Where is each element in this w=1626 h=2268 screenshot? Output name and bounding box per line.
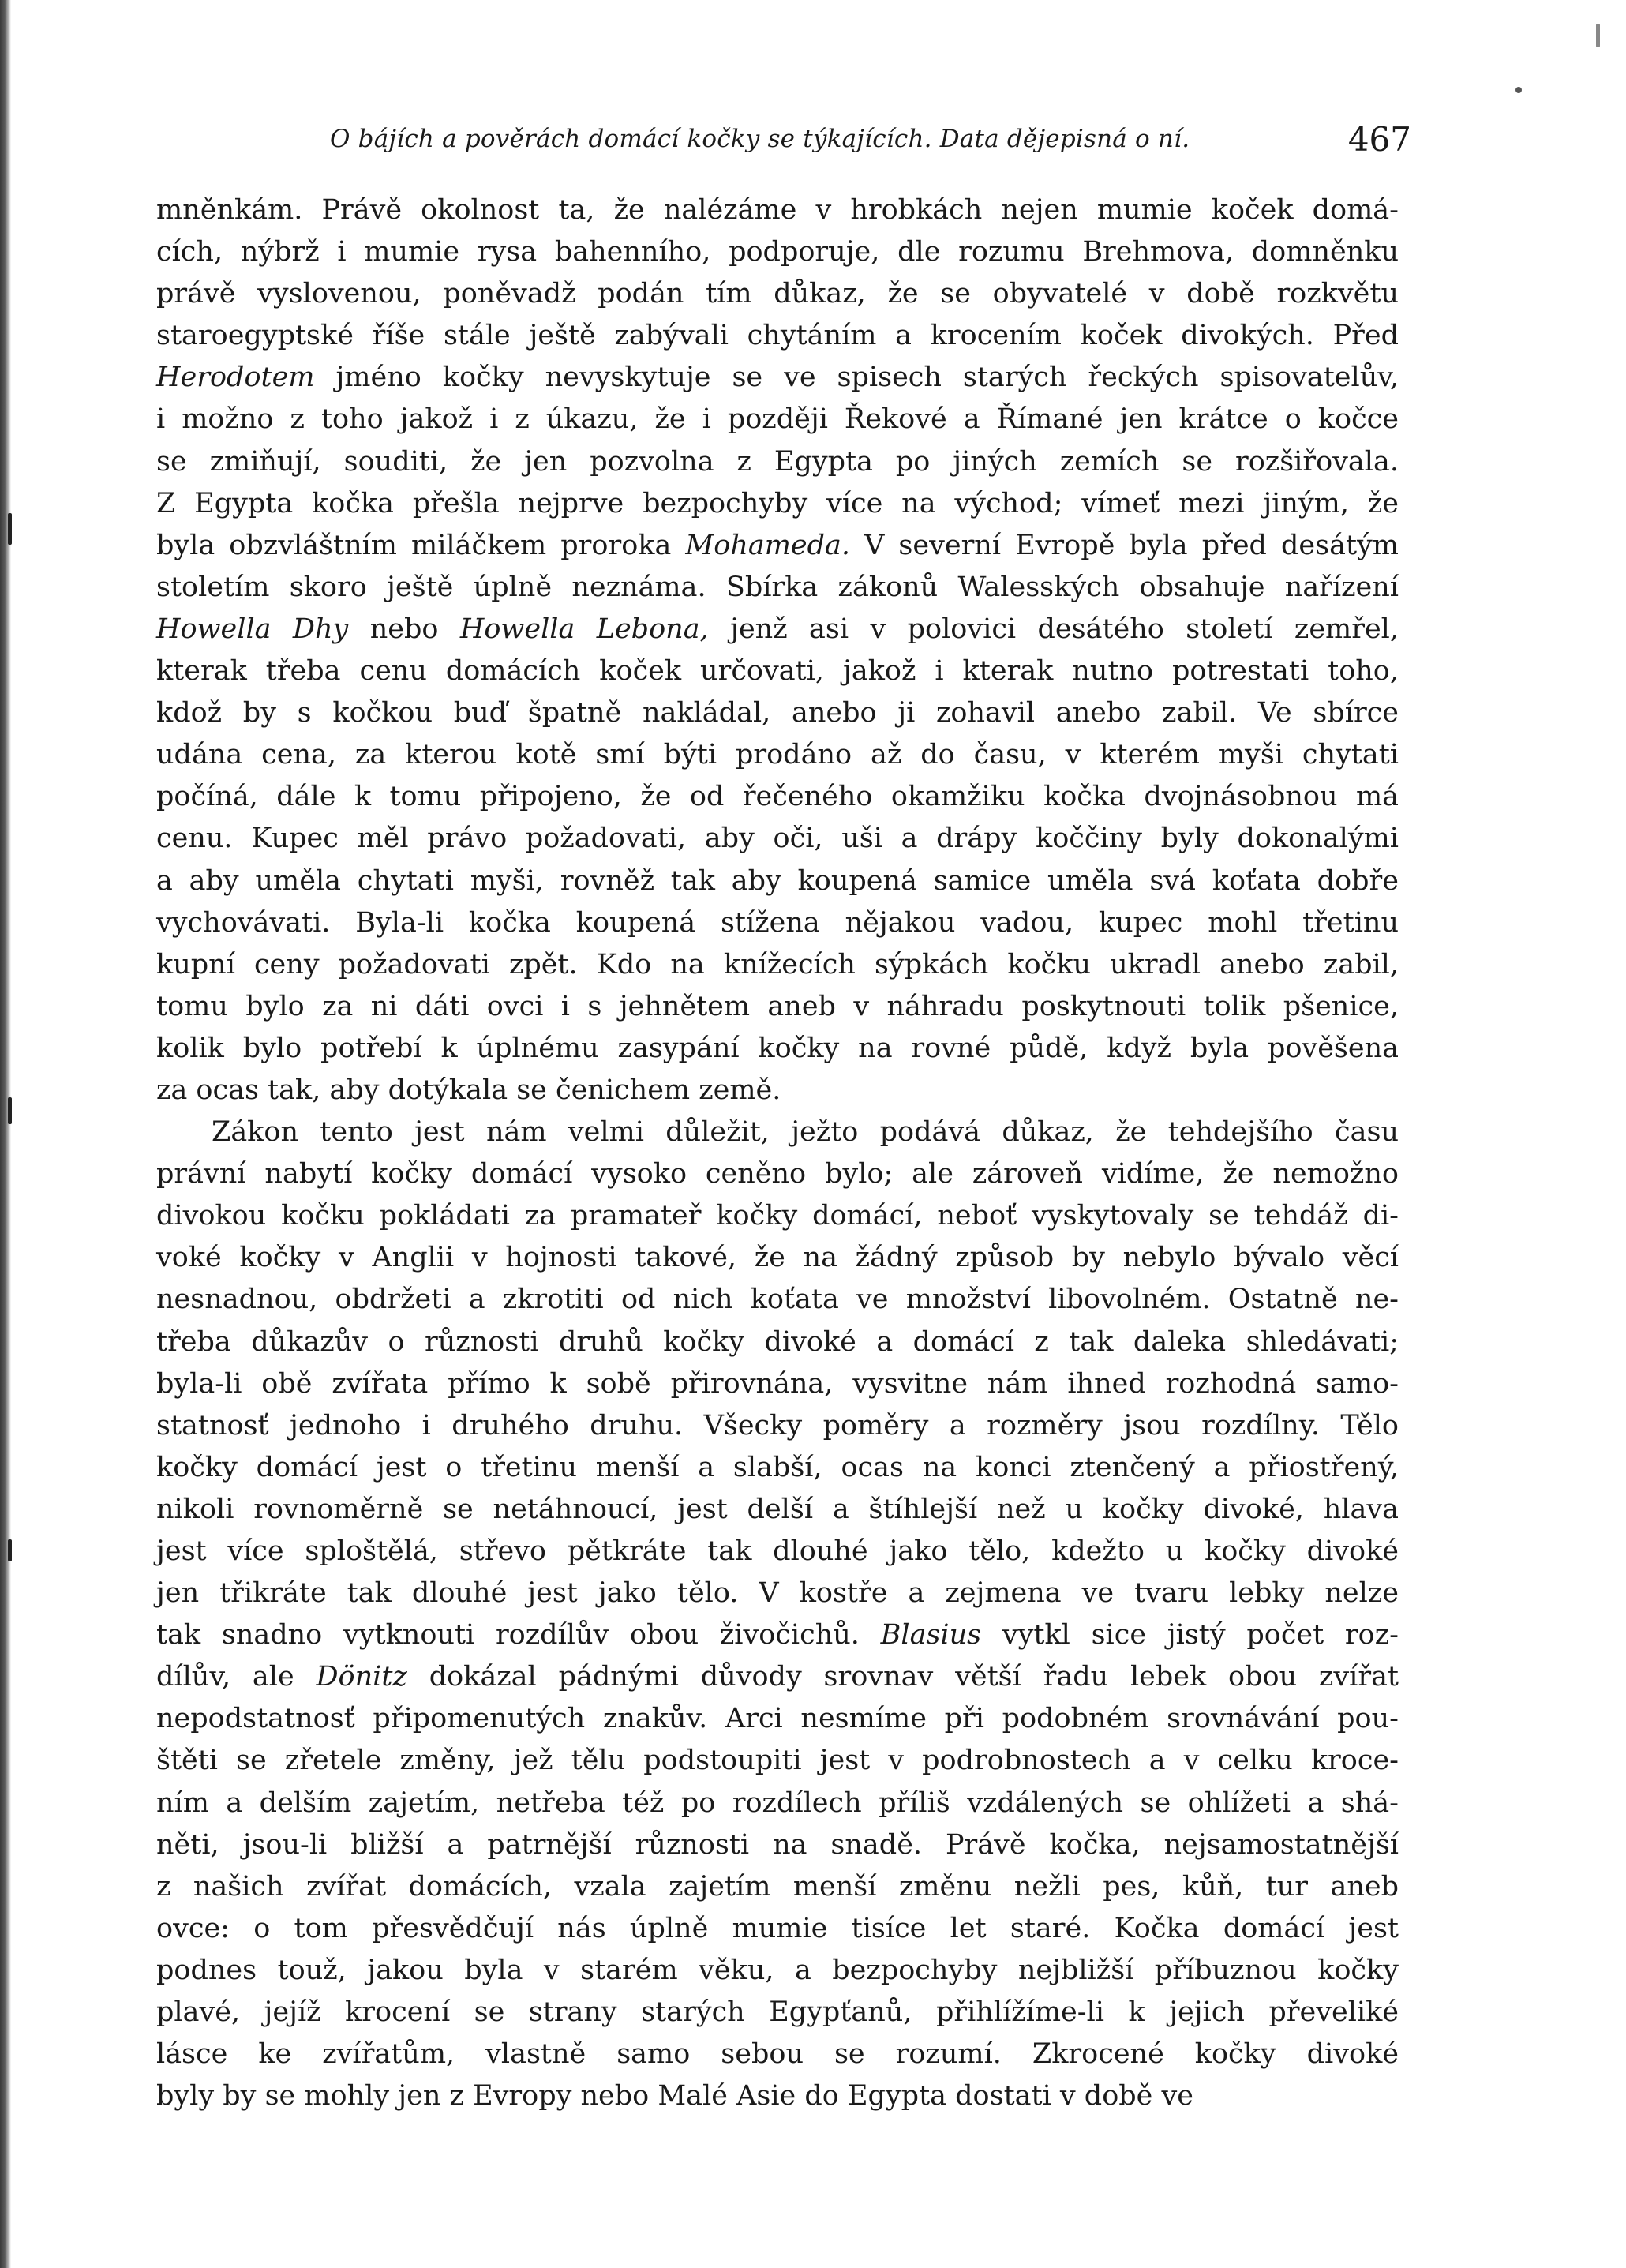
text-line bbox=[156, 860, 1399, 902]
speck bbox=[1515, 87, 1522, 93]
text-line bbox=[156, 1447, 1399, 1489]
text-segment: kdož by s kočkou buď špatně nakládal, anebo ji zohavil anebo zabil. Ve sbírce bbox=[156, 697, 1399, 729]
text-line bbox=[156, 1573, 1399, 1614]
text-segment: byla-li obě zvířata přímo k sobě přirovnána, vysvitne nám ihned rozhodná samo- bbox=[156, 1367, 1399, 1400]
text-line bbox=[156, 1195, 1399, 1237]
text-segment: jenž asi v polovici desátého století zemřel, bbox=[708, 613, 1399, 645]
text-segment: nebo bbox=[348, 613, 460, 645]
text-line bbox=[156, 1740, 1399, 1782]
text-segment: se zmiňují, souditi, že jen pozvolna z Egypta po jiných zemích se rozšiřovala. bbox=[156, 445, 1399, 478]
text-segment: cích, nýbrž i mumie rysa bahenního, podporuje, dle rozumu Brehmova, domněnku bbox=[156, 236, 1399, 268]
text-line bbox=[156, 1237, 1399, 1279]
text-line bbox=[156, 2075, 1399, 2117]
text-line bbox=[156, 1363, 1399, 1405]
italic-text: Howella Dhy bbox=[156, 613, 349, 645]
text-line bbox=[156, 399, 1399, 440]
text-segment: vychovávati. Byla-li kočka koupená stížena nějakou vadou, kupec mohl třetinu bbox=[156, 906, 1399, 939]
text-line bbox=[156, 273, 1399, 315]
italic-text: Blasius bbox=[880, 1619, 982, 1651]
text-segment: udána cena, za kterou kotě smí býti prodáno až do času, v kterém myši chytati bbox=[156, 739, 1399, 771]
text-line bbox=[156, 1614, 1399, 1656]
italic-text: Howella Lebona, bbox=[459, 613, 709, 645]
text-line bbox=[156, 1279, 1399, 1321]
text-segment: nikoli rovnoměrně se netáhnoucí, jest delší a štíhlejší než u kočky divoké, hlava bbox=[156, 1493, 1399, 1525]
text-segment: právě vyslovenou, poněvadž podán tím důkaz, že se obyvatelé v době rozkvětu bbox=[156, 278, 1399, 310]
text-segment: statnosť jednoho i druhého druhu. Všecky poměry a rozměry jsou rozdílny. Tělo bbox=[156, 1409, 1399, 1441]
body-text bbox=[156, 189, 1399, 2117]
text-segment: stoletím skoro ještě úplně neznáma. Sbírka zákonů Walesských obsahuje nařízení bbox=[156, 571, 1399, 603]
text-line bbox=[156, 1698, 1399, 1740]
text-segment: něti, jsou-li bližší a patrnější různosti na snadě. Právě kočka, nejsamostatnější bbox=[156, 1828, 1399, 1861]
text-segment: kterak třeba cenu domácích koček určovati, jakož i kterak nutno potrestati toho, bbox=[156, 655, 1399, 688]
italic-text: Dönitz bbox=[316, 1661, 407, 1693]
text-line bbox=[156, 1531, 1399, 1573]
text-line bbox=[156, 1070, 1399, 1112]
text-segment: jen třikráte tak dlouhé jest jako tělo. V kostře a zejmena ve tvaru lebky nelze bbox=[156, 1577, 1399, 1610]
text-segment: V severní Evropě byla před desátým bbox=[850, 529, 1399, 561]
text-segment: voké kočky v Anglii v hojnosti takové, že na žádný způsob by nebylo bývalo věcí bbox=[156, 1242, 1399, 1274]
text-line bbox=[156, 1783, 1399, 1824]
text-line bbox=[156, 1153, 1399, 1195]
text-line bbox=[156, 944, 1399, 986]
text-line bbox=[156, 231, 1399, 273]
text-line bbox=[156, 776, 1399, 818]
text-segment: byla obzvláštním miláčkem proroka bbox=[156, 529, 686, 561]
text-line bbox=[156, 902, 1399, 944]
text-segment: nesnadnou, obdržeti a zkrotiti od nich koťata ve množství libovolném. Ostatně ne- bbox=[156, 1284, 1399, 1316]
text-line bbox=[156, 357, 1399, 399]
text-line bbox=[156, 1489, 1399, 1531]
text-segment: dokázal pádnými důvody srovnav větší řadu lebek obou zvířat bbox=[406, 1661, 1399, 1693]
text-line bbox=[156, 986, 1399, 1028]
text-segment: nepodstatnosť připomenutých znakův. Arci nesmíme při podobném srovnávání pou- bbox=[156, 1703, 1399, 1735]
text-segment: tak snadno vytknouti rozdílův obou živočichů. bbox=[156, 1619, 881, 1651]
text-segment: za ocas tak, aby dotýkala se čenichem země. bbox=[156, 1074, 781, 1106]
text-line bbox=[156, 1824, 1399, 1866]
text-segment: počíná, dále k tomu připojeno, že od řečeného okamžiku kočka dvojnásobnou má bbox=[156, 781, 1399, 813]
text-segment: cenu. Kupec měl právo požadovati, aby oči, uši a drápy koččiny byly dokonalými bbox=[156, 823, 1399, 855]
running-title: O bájích a pověrách domácí kočky se týkajících. Data dějepisná o ní. bbox=[330, 125, 1190, 153]
text-segment: divokou kočku pokládati za pramateř kočky domácí, neboť vyskytovaly se tehdáž di- bbox=[156, 1200, 1399, 1232]
text-segment: mněnkám. Právě okolnost ta, že nalézáme v hrobkách nejen mumie koček domá- bbox=[156, 194, 1399, 226]
text-segment: podnes touž, jakou byla v starém věku, a bezpochyby nejbližší příbuznou kočky bbox=[156, 1954, 1399, 1986]
text-line bbox=[156, 1950, 1399, 1992]
text-line bbox=[156, 567, 1399, 609]
text-segment: jest více sploštělá, střevo pětkráte tak dlouhé jako tělo, kdežto u kočky divoké bbox=[156, 1535, 1399, 1567]
text-segment: byly by se mohly jen z Evropy nebo Malé Asie do Egypta dostati v době ve bbox=[156, 2080, 1194, 2112]
text-line bbox=[156, 2034, 1399, 2075]
text-line bbox=[156, 1992, 1399, 2034]
text-segment: staroegyptské říše stále ještě zabývali chytáním a krocením koček divokých. Před bbox=[156, 320, 1399, 352]
text-segment: Z Egypta kočka přešla nejprve bezpochyby více na východ; vímeť mezi jiným, že bbox=[156, 487, 1399, 519]
text-line bbox=[156, 609, 1399, 650]
text-segment: tomu bylo za ni dáti ovci i s jehnětem aneb v náhradu poskytnouti tolik pšenice, bbox=[156, 990, 1399, 1022]
text-segment: třeba důkazův o různosti druhů kočky divoké a domácí z tak daleka shledávati; bbox=[156, 1325, 1399, 1358]
text-line bbox=[156, 1908, 1399, 1950]
speck bbox=[1596, 24, 1600, 47]
text-segment: z našich zvířat domácích, vzala zajetím menší změnu nežli pes, kůň, tur aneb bbox=[156, 1870, 1399, 1902]
edge-mark bbox=[8, 513, 12, 545]
text-segment: lásce ke zvířatům, vlastně samo sebou se rozumí. Zkrocené kočky divoké bbox=[156, 2038, 1399, 2071]
text-segment: Zákon tento jest nám velmi důležit, ježto podává důkaz, že tehdejšího času bbox=[212, 1116, 1399, 1149]
page-number: 467 bbox=[1347, 120, 1411, 159]
text-line bbox=[156, 189, 1399, 231]
text-line bbox=[156, 692, 1399, 734]
text-segment: ovce: o tom přesvědčují nás úplně mumie tisíce let staré. Kočka domácí jest bbox=[156, 1912, 1399, 1944]
text-line bbox=[156, 1405, 1399, 1447]
text-line bbox=[156, 1866, 1399, 1908]
text-line bbox=[156, 441, 1399, 483]
text-line bbox=[156, 1321, 1399, 1363]
italic-text: Mohameda. bbox=[685, 529, 851, 561]
text-line bbox=[156, 818, 1399, 860]
running-header bbox=[330, 120, 1411, 164]
edge-mark bbox=[8, 1097, 12, 1124]
text-line bbox=[156, 1112, 1399, 1153]
text-segment: vytkl sice jistý počet roz- bbox=[981, 1619, 1399, 1651]
text-line bbox=[156, 734, 1399, 776]
text-line bbox=[156, 525, 1399, 567]
edge-mark bbox=[8, 1539, 12, 1561]
text-segment: plavé, jejíž krocení se strany starých Egypťanů, přihlížíme-li k jejich převeliké bbox=[156, 1996, 1399, 2029]
text-segment: ním a delším zajetím, netřeba též po rozdílech příliš vzdálených se ohlížeti a shá- bbox=[156, 1786, 1399, 1819]
page-edge-shadow bbox=[0, 0, 11, 2268]
text-line bbox=[156, 650, 1399, 692]
text-segment: dílův, ale bbox=[156, 1661, 317, 1693]
text-segment: kupní ceny požadovati zpět. Kdo na knížecích sýpkách kočku ukradl anebo zabil, bbox=[156, 948, 1399, 980]
text-segment: jméno kočky nevyskytuje se ve spisech starých řeckých spisovatelův, bbox=[314, 362, 1399, 394]
text-segment: a aby uměla chytati myši, rovněž tak aby koupená samice uměla svá koťata dobře bbox=[156, 864, 1399, 897]
text-segment: kočky domácí jest o třetinu menší a slabší, ocas na konci ztenčený a přiostřený, bbox=[156, 1451, 1399, 1483]
text-line bbox=[156, 1656, 1399, 1698]
text-segment: i možno z toho jakož i z úkazu, že i později Řekové a Římané jen krátce o kočce bbox=[156, 403, 1399, 436]
italic-text: Herodotem bbox=[156, 362, 315, 394]
text-segment: štěti se zřetele změny, jež tělu podstoupiti jest v podrobnostech a v celku kroce- bbox=[156, 1745, 1399, 1777]
text-line bbox=[156, 315, 1399, 357]
text-line bbox=[156, 483, 1399, 525]
text-line bbox=[156, 1028, 1399, 1070]
text-segment: kolik bylo potřebí k úplnému zasypání kočky na rovné půdě, když byla pověšena bbox=[156, 1032, 1399, 1064]
text-segment: právní nabytí kočky domácí vysoko ceněno bylo; ale zároveň vidíme, že nemožno bbox=[156, 1158, 1399, 1190]
